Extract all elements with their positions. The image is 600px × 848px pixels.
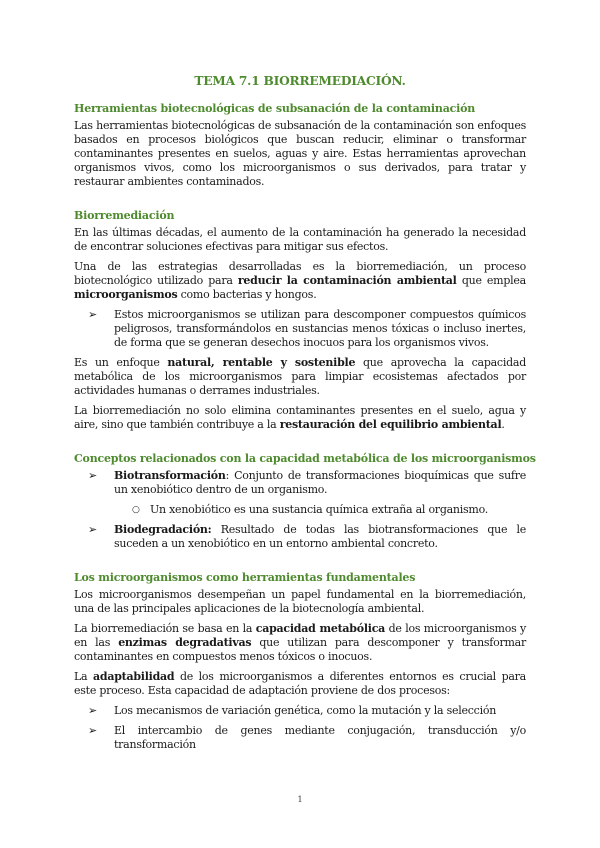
circle-bullet-icon: ○ <box>132 505 140 515</box>
paragraph: Las herramientas biotecnológicas de subsanación de la contaminación son enfoques basados en procesos biológicos que buscan reducir, eliminar o transformar contaminantes presentes en suelos, aguas y aire. Estas herramientas aprovechan organismos vivos, como los microorganismos o sus derivados, para tratar y restaurar ambientes contaminados. <box>74 119 526 188</box>
document-page <box>74 74 536 758</box>
arrow-bullet-icon: ➢ <box>88 469 97 482</box>
bullet-item: ➢ El intercambio de genes mediante conjugación, transducción y/o transformación <box>74 724 526 752</box>
paragraph: Es un enfoque natural, rentable y sostenible que aprovecha la capacidad metabólica de los microorganismos para limpiar ecosistemas afectados por actividades humanas o derrames industriales. <box>74 356 526 397</box>
arrow-bullet-icon: ➢ <box>88 523 97 536</box>
arrow-bullet-icon: ➢ <box>88 308 97 321</box>
section-heading-biorremediacion: Biorremediación <box>74 209 175 222</box>
section-heading-microorganismos: Los microorganismos como herramientas fundamentales <box>74 571 416 584</box>
bullet-item: ➢ Estos microorganismos se utilizan para descomponer compuestos químicos peligrosos, transformándolos en sustancias menos tóxicas o incluso inertes, de forma que se generan desechos inocuos para los organismos vivos. <box>74 308 526 350</box>
arrow-bullet-icon: ➢ <box>88 724 97 737</box>
paragraph: La biorremediación no solo elimina contaminantes presentes en el suelo, agua y aire, sino que también contribuye a la restauración del equilibrio ambiental. <box>74 404 526 431</box>
paragraph: En las últimas décadas, el aumento de la contaminación ha generado la necesidad de encontrar soluciones efectivas para mitigar sus efectos. <box>74 226 526 253</box>
bullet-item: ➢ Los mecanismos de variación genética, como la mutación y la selección <box>74 704 526 718</box>
section-heading-herramientas: Herramientas biotecnológicas de subsanación de la contaminación <box>74 102 476 115</box>
sub-bullet-item: ○ Un xenobiótico es una sustancia química extraña al organismo. <box>74 503 526 517</box>
bullet-item: ➢ Biodegradación: Resultado de todas las biotransformaciones que le suceden a un xenobiótico en un entorno ambiental concreto. <box>74 523 526 551</box>
section-heading-conceptos: Conceptos relacionados con la capacidad metabólica de los microorganismos <box>74 452 536 465</box>
paragraph: La biorremediación se basa en la capacidad metabólica de los microorganismos y en las enzimas degradativas que utilizan para descomponer y transformar contaminantes en compuestos menos tóxicos o inocuos. <box>74 622 527 663</box>
paragraph: La adaptabilidad de los microorganismos a diferentes entornos es crucial para este proceso. Esta capacidad de adaptación proviene de dos procesos: <box>74 670 526 697</box>
paragraph: Los microorganismos desempeñan un papel fundamental en la biorremediación, una de las principales aplicaciones de la biotecnología ambiental. <box>74 588 526 615</box>
bullet-item: ➢ Biotransformación: Conjunto de transformaciones bioquímicas que sufre un xenobiótico dentro de un organismo. <box>74 469 526 497</box>
document-title: TEMA 7.1 BIORREMEDIACIÓN. <box>194 74 406 88</box>
page-number: 1 <box>297 795 303 804</box>
arrow-bullet-icon: ➢ <box>88 704 97 717</box>
paragraph: Una de las estrategias desarrolladas es la biorremediación, un proceso biotecnológico utilizado para reducir la contaminación ambiental que emplea microorganismos como bacterias y hongos. <box>74 260 526 301</box>
